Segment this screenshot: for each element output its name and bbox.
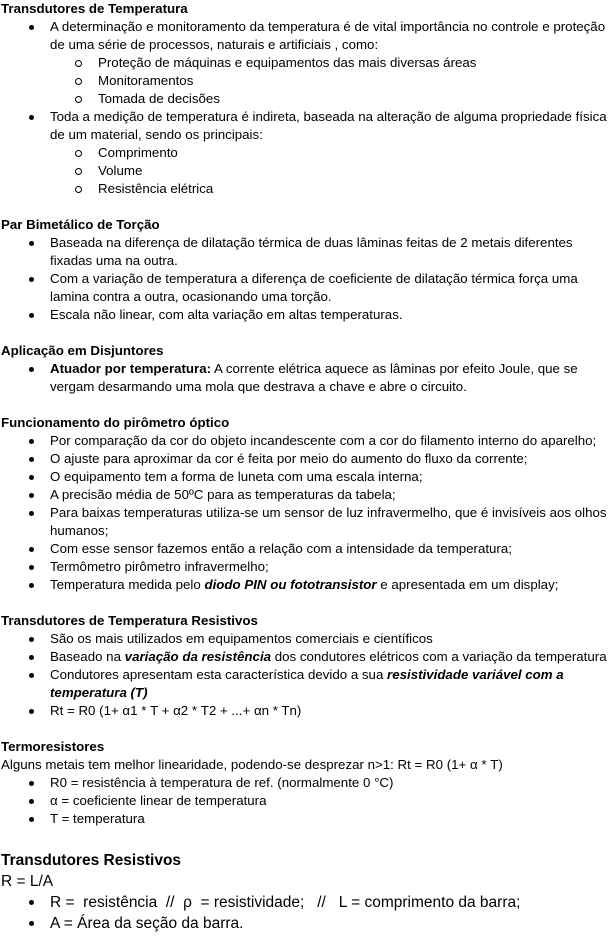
section-title: Aplicação em Disjuntores xyxy=(1,343,164,358)
text-run: Condutores apresentam esta característica devido a sua xyxy=(50,667,388,682)
list-item xyxy=(1,648,608,666)
section-termoresistores xyxy=(1,738,608,828)
bullet-list xyxy=(1,234,608,324)
formula: R = L/A xyxy=(1,873,54,890)
list-item: α = coeficiente linear de temperatura xyxy=(1,792,608,810)
section-title: Transdutores de Temperatura xyxy=(1,1,188,16)
sub-list-item: Comprimento xyxy=(1,144,608,162)
bullet-list xyxy=(1,892,608,934)
list-item: Baseada na diferença de dilatação térmica de duas lâminas feitas de 2 metais diferentes fixadas uma na outra. xyxy=(1,234,608,270)
list-item: T = temperatura xyxy=(1,810,608,828)
section-aplicacao-disjuntores xyxy=(1,342,608,396)
list-item xyxy=(1,666,608,702)
section-transdutores-temperatura xyxy=(1,0,608,198)
list-item: Rt = R0 (1+ α1 * T + α2 * T2 + ...+ αn * Tn) xyxy=(1,702,608,720)
list-item: A precisão média de 50ºC para as temperaturas da tabela; xyxy=(1,486,608,504)
list-item: R0 = resistência à temperatura de ref. (normalmente 0 °C) xyxy=(1,774,608,792)
list-item: Por comparação da cor do objeto incandescente com a cor do filamento interno do aparelho; xyxy=(1,432,608,450)
text-run: Temperatura medida pelo xyxy=(50,577,205,592)
section-transdutores-resistivos xyxy=(1,850,608,934)
section-title: Funcionamento do pirômetro óptico xyxy=(1,415,230,430)
section-title: Transdutores Resistivos xyxy=(1,852,182,869)
sub-list-item: Tomada de decisões xyxy=(1,90,608,108)
paragraph: Alguns metais tem melhor linearidade, podendo-se desprezar n>1: Rt = R0 (1+ α * T) xyxy=(1,757,503,772)
section-par-bimetalico xyxy=(1,216,608,324)
text-run: e apresentada em um display; xyxy=(376,577,559,592)
list-item: O ajuste para aproximar da cor é feita por meio do aumento do fluxo da corrente; xyxy=(1,450,608,468)
list-item: São os mais utilizados em equipamentos comerciais e científicos xyxy=(1,630,608,648)
list-item: Para baixas temperaturas utiliza-se um sensor de luz infravermelho, que é invisíveis aos olhos humanos; xyxy=(1,504,608,540)
list-item: Escala não linear, com alta variação em altas temperaturas. xyxy=(1,306,608,324)
bullet-list xyxy=(1,360,608,396)
emphasis: diodo PIN ou fototransistor xyxy=(204,577,377,592)
section-title: Par Bimetálico de Torção xyxy=(1,217,160,232)
term-text: A corrente elétrica aquece as lâminas por efeito Joule, que se vergam desarmando uma mola que destrava a chave e abre o circuito. xyxy=(50,361,578,394)
list-item: R = resistência // ρ = resistividade; // L = comprimento da barra; xyxy=(1,892,608,913)
list-item: A determinação e monitoramento da temperatura é de vital importância no controle e proteção de uma série de processos, naturais e artificiais , como: xyxy=(1,18,608,54)
list-item: Com esse sensor fazemos então a relação com a intensidade da temperatura; xyxy=(1,540,608,558)
section-title: Termoresistores xyxy=(1,739,105,754)
bullet-list xyxy=(1,432,608,594)
sub-list-item: Monitoramentos xyxy=(1,72,608,90)
list-item: Com a variação de temperatura a diferença de coeficiente de dilatação térmica força uma lamina contra a outra, ocasionando uma torção. xyxy=(1,270,608,306)
list-item xyxy=(1,360,608,396)
sub-list-item: Proteção de máquinas e equipamentos das mais diversas áreas xyxy=(1,54,608,72)
section-title: Transdutores de Temperatura Resistivos xyxy=(1,613,258,628)
text-run: dos condutores elétricos com a variação da temperatura xyxy=(271,649,607,664)
list-item: Toda a medição de temperatura é indireta, baseada na alteração de alguma propriedade física de um material, sendo os principais: xyxy=(1,108,608,144)
term-label: Atuador por temperatura: xyxy=(50,361,212,376)
bullet-list xyxy=(1,774,608,828)
sub-list-item: Resistência elétrica xyxy=(1,180,608,198)
text-run: Baseado na xyxy=(50,649,125,664)
emphasis: resistividade variável com a temperatura (T) xyxy=(50,667,564,700)
section-pirometro-optico xyxy=(1,414,608,594)
list-item: Termômetro pirômetro infravermelho; xyxy=(1,558,608,576)
section-transdutores-resistivos-temp xyxy=(1,612,608,720)
list-item: O equipamento tem a forma de luneta com uma escala interna; xyxy=(1,468,608,486)
sub-list-item: Volume xyxy=(1,162,608,180)
bullet-list xyxy=(1,18,608,198)
list-item: A = Área da seção da barra. xyxy=(1,913,608,934)
emphasis: variação da resistência xyxy=(124,649,272,664)
bullet-list xyxy=(1,630,608,720)
list-item xyxy=(1,576,608,594)
